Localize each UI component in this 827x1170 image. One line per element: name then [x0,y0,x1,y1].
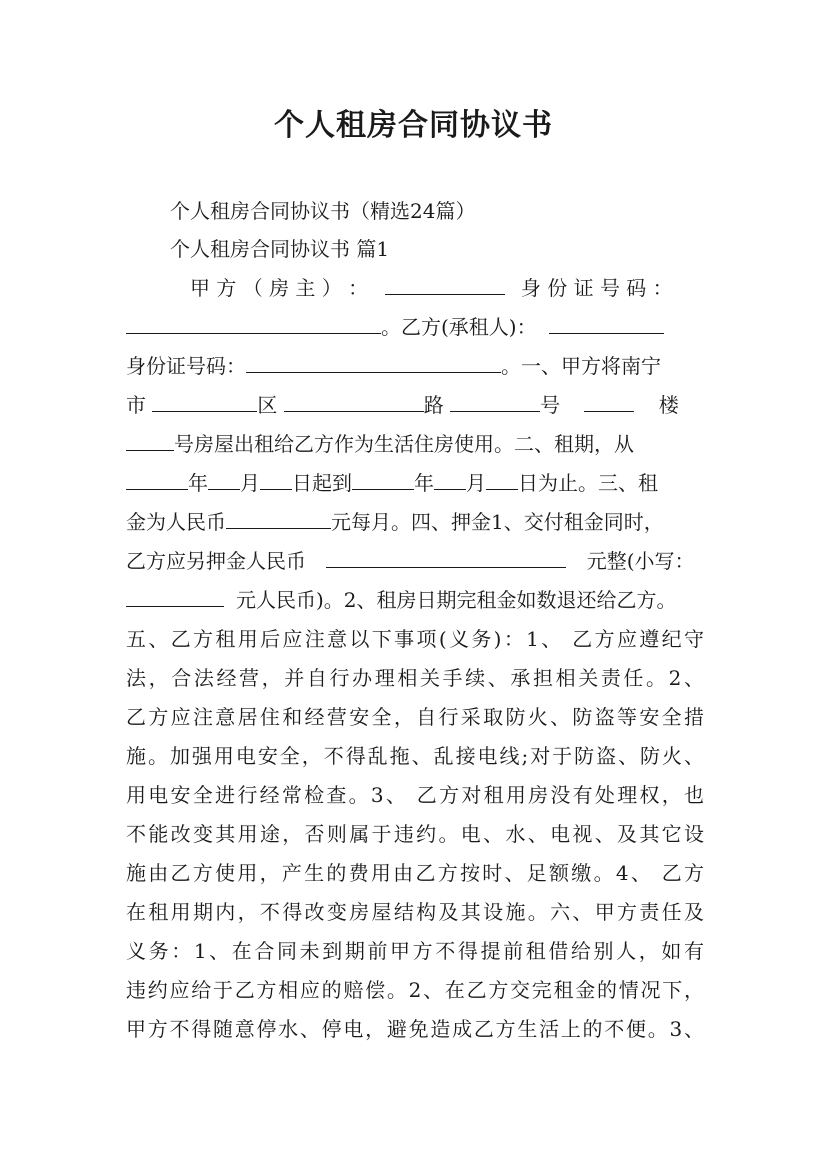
paragraph-line: 乙方应另押金人民币 元整(小写： [126,549,695,573]
end-year-blank [352,471,414,490]
district-blank [284,393,424,412]
paragraph-line: 义务：1、在合同未到期前甲方不得提前租借给别人，如有 [126,939,704,963]
paragraph-line: 不能改变其用途，否则属于违约。电、水、电视、及其它设 [126,822,704,846]
city-blank [152,393,257,412]
end-day-blank [486,471,518,490]
document-subtitle: 个人租房合同协议书（精选24篇） [170,199,476,223]
paragraph-line: 。乙方(承租人)： [126,314,704,340]
start-year-blank [126,471,188,490]
paragraph-line: 年 月 日起到 年 月 日为止。三、租 [126,470,704,496]
deposit-amount-blank [326,549,566,568]
landlord-name-blank [385,276,505,295]
number-blank [584,393,634,412]
paragraph-line: 元人民币)。2、租房日期完租金如数退还给乙方。 [126,587,704,613]
paragraph-line: 市 区 路 号 楼 [126,393,679,417]
section-heading: 个人租房合同协议书 篇1 [170,237,390,261]
paragraph-line: 甲 方 （ 房 主 ） ： 身 份 证 号 码 ： [190,276,673,300]
road-blank [450,393,540,412]
paragraph-line: 乙方应注意居住和经营安全，自行采取防火、防盗等安全措 [126,705,704,729]
tenant-name-blank [549,315,664,334]
building-blank [126,432,174,451]
rent-amount-blank [226,510,331,529]
start-day-blank [260,471,292,490]
paragraph-line: 身份证号码： 。一、甲方将南宁 [126,354,661,378]
landlord-id-blank [126,315,381,334]
paragraph-line: 甲方不得随意停水、停电，避免造成乙方生活上的不便。3、 [126,1017,704,1041]
document-title: 个人租房合同协议书 [274,108,553,143]
paragraph-line: 在租用期内，不得改变房屋结构及其设施。六、甲方责任及 [126,900,704,924]
end-month-blank [434,471,466,490]
paragraph-line: 用电安全进行经常检查。3、 乙方对租用房没有处理权，也 [126,783,704,807]
paragraph-line: 施。加强用电安全，不得乱拖、乱接电线;对于防盗、防火、 [126,744,704,768]
paragraph-line: 法，合法经营，并自行办理相关手续、承担相关责任。2、 [126,666,704,690]
paragraph-line: 号房屋出租给乙方作为生活住房使用。二、租期，从 [126,431,704,457]
start-month-blank [208,471,240,490]
deposit-figure-blank [126,588,224,607]
paragraph-line: 施由乙方使用，产生的费用由乙方按时、足额缴。4、 乙方 [126,861,704,885]
paragraph-line: 金为人民币 元每月。四、押金1、交付租金同时， [126,510,664,534]
tenant-id-blank [246,354,501,373]
paragraph-line: 五、乙方租用后应注意以下事项(义务)：1、 乙方应遵纪守 [126,627,704,651]
paragraph-line: 违约应给于乙方相应的赔偿。2、在乙方交完租金的情况下， [126,978,704,1002]
